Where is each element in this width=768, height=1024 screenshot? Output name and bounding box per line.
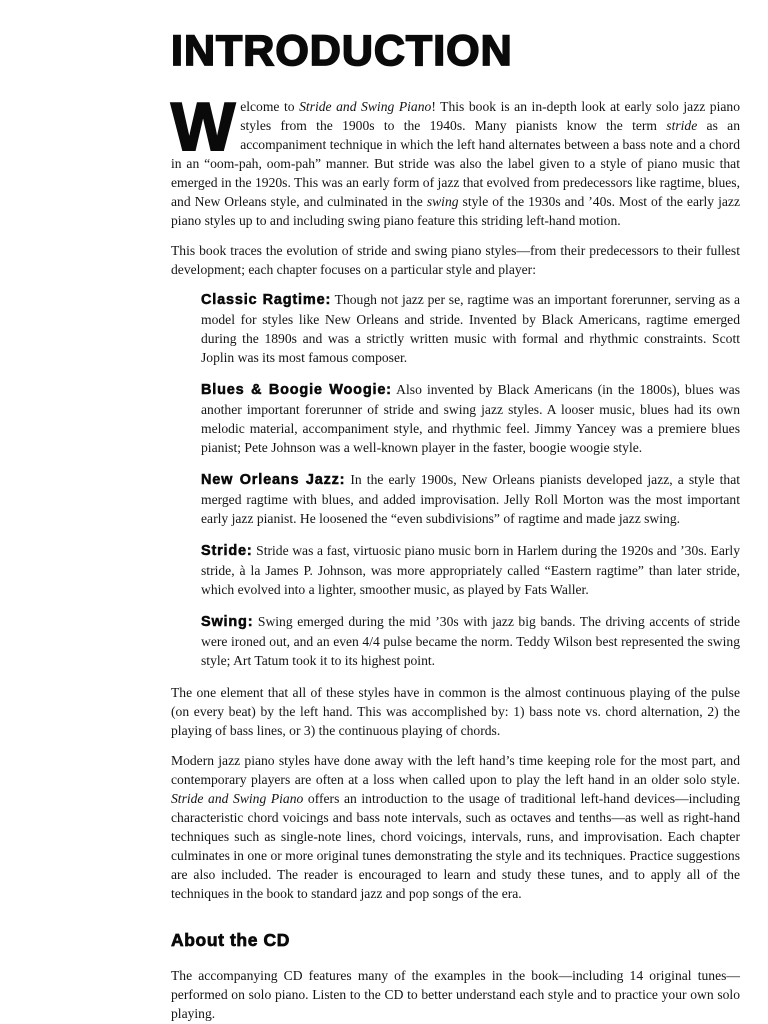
section-text-blues-boogie-woogie: Also invented by Black Americans (in the 1800s), blues was another important forerunner of stride and swing jazz styles. A looser music, blues had its own melodic material, accompaniment style, and rhythmic feel. Jimmy Yancey was a premiere blues pianist; Pete Johnson was a well-known player in the faster, boogie woogie style.	[201, 382, 740, 455]
traces-paragraph: This book traces the evolution of stride and swing piano styles—from their predecessors to their fullest development; each chapter focuses on a particular style and player:	[171, 243, 740, 277]
intro-paragraph	[171, 89, 741, 230]
section-stride	[201, 541, 740, 599]
section-text-classic-ragtime: Though not jazz per se, ragtime was an important forerunner, serving as a model for styles like New Orleans and stride. Invented by Black Americans, ragtime emerged during the 1890s and was a strictly written music with formal and rhythmic constraints. Scott Joplin was its most famous composer.	[201, 292, 740, 365]
intro-text: elcome to Stride and Swing Piano! This book is an in-depth look at early solo jazz piano styles from the 1900s to the 1940s. Many pianists know the term stride as an accompaniment technique in which the left hand alternates between a bass note and a chord in an “oom-pah, oom-pah” manner. But stride was also the label given to a style of piano music that emerged in the 1920s. This was an early form of jazz that evolved from predecessors like ragtime, blues, and New Orleans style, and culminated in the swing style of the 1930s and ’40s. Most of the early jazz piano styles up to and including swing piano feature this striding left-hand motion.	[171, 99, 741, 228]
section-classic-ragtime	[201, 290, 740, 367]
section-heading-stride: Stride:	[201, 543, 253, 559]
section-heading-swing: Swing:	[201, 614, 254, 630]
modern-styles-paragraph: Modern jazz piano styles have done away with the left hand’s time keeping role for the most part, and contemporary players are often at a loss when called upon to play the left hand in an older solo style. Stride and Swing Piano offers an introduction to the usage of traditional left-hand devices—including characteristic chord voicings and bass note intervals, such as octaves and tenths—as well as right-hand techniques such as single-note lines, chord voicings, intervals, runs, and improvisation. Each chapter culminates in one or more original tunes demonstrating the style and its techniques. Practice suggestions are also included. The reader is encouraged to learn and study these tunes, and to apply all of the techniques in the book to standard jazz and pop songs of the era.	[171, 753, 741, 901]
section-new-orleans-jazz	[201, 470, 740, 528]
section-swing	[201, 612, 740, 670]
section-heading-blues-boogie-woogie: Blues & Boogie Woogie:	[201, 382, 392, 398]
section-heading-classic-ragtime: Classic Ragtime:	[201, 292, 332, 308]
about-cd-paragraph: The accompanying CD features many of the examples in the book—including 14 original tunes—performed on solo piano. Listen to the CD to better understand each style and to practice your own solo playing.	[171, 968, 740, 1021]
section-heading-new-orleans-jazz: New Orleans Jazz:	[201, 472, 346, 488]
page-content	[171, 27, 741, 1024]
section-text-swing: Swing emerged during the mid ’30s with jazz big bands. The driving accents of stride were ironed out, and an even 4/4 pulse became the norm. Teddy Wilson best represented the swing style; Art Tatum took it to its highest point.	[201, 614, 740, 668]
page-title: INTRODUCTION	[171, 27, 513, 75]
drop-cap: W	[171, 89, 233, 165]
section-text-stride: Stride was a fast, virtuosic piano music born in Harlem during the 1920s and ’30s. Early stride, à la James P. Johnson, was more appropriately called “Eastern ragtime” than later stride, which evolved into a lighter, smoother music, as played by Fats Waller.	[201, 543, 740, 597]
section-text-new-orleans-jazz: In the early 1900s, New Orleans pianists developed jazz, a style that merged ragtime with blues, and added improvisation. Jelly Roll Morton was the most important early jazz pianist. He loosened the “even subdivisions” of ragtime and made jazz swing.	[201, 472, 741, 526]
section-blues-boogie-woogie	[201, 380, 740, 457]
common-element-paragraph: The one element that all of these styles have in common is the almost continuous playing of the pulse (on every beat) by the left hand. This was accomplished by: 1) bass note vs. chord alternation, 2) the playing of bass lines, or 3) the continuous playing of chords.	[171, 685, 740, 738]
about-cd-heading: About the CD	[171, 930, 290, 950]
